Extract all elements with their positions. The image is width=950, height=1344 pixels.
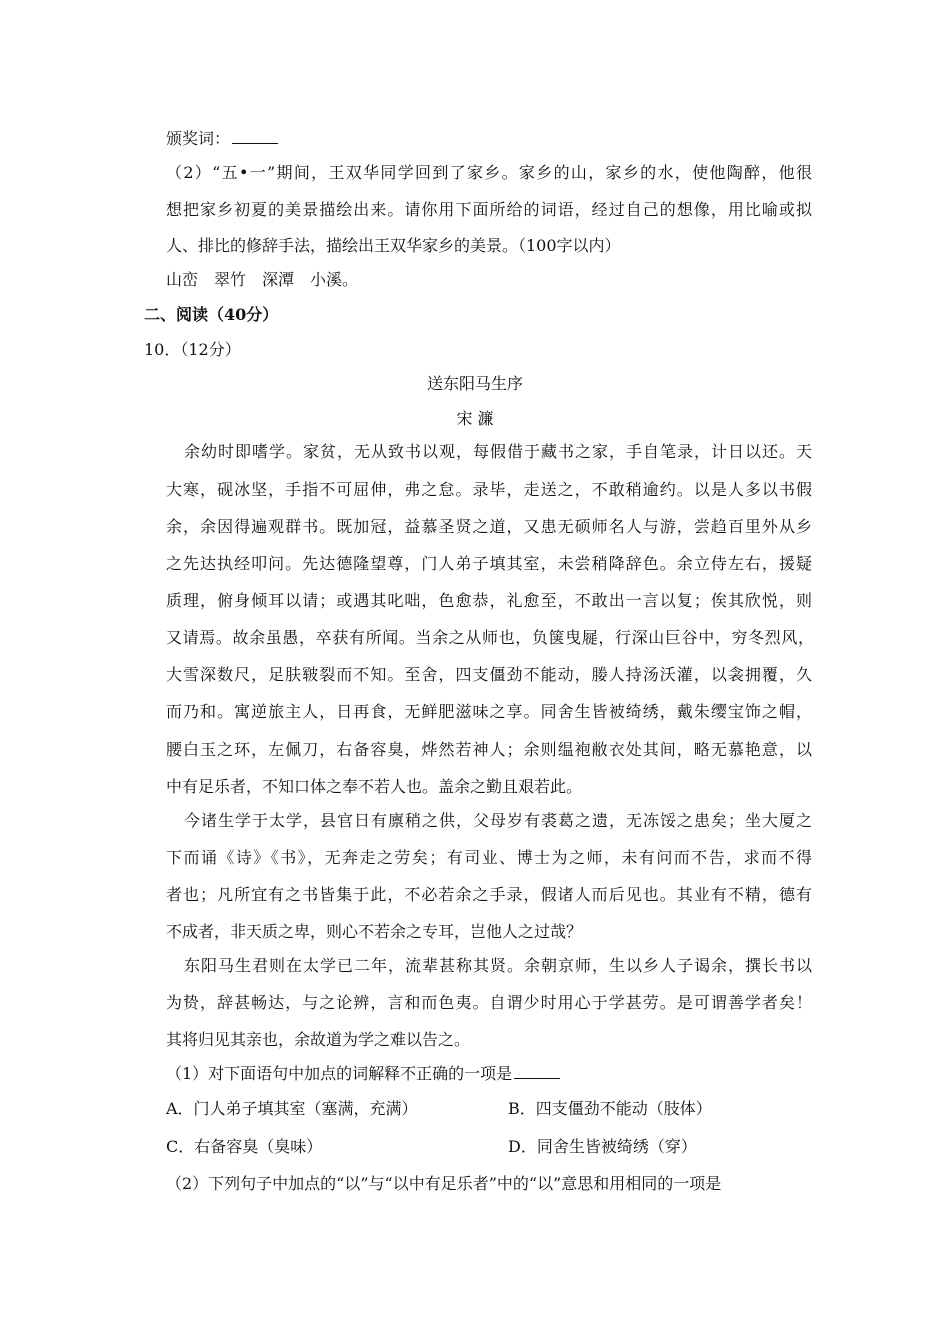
para2-line: 今诸生学于太学，县官日有廪稍之供，父母岁有裘葛之遗，无冻馁之患矣；坐大厦之 — [184, 811, 812, 830]
passage-author: 宋 濂 — [456, 409, 494, 428]
option-c: C．右备容臭（臭味） — [166, 1137, 323, 1156]
section-title: 二、阅读（40分） — [144, 305, 279, 324]
para1-line: 中有足乐者，不知口体之奉不若人也。盖余之勤且艰若此。 — [166, 777, 583, 796]
option-d: D．同舍生皆被绮绣（穿） — [508, 1137, 697, 1156]
para1-line: 又请焉。故余虽愚，卒获有所闻。当余之从师也，负箧曳屣，行深山巨谷中，穷冬烈风， — [166, 628, 814, 647]
para1-line: 余，余因得遍观群书。既加冠，益慕圣贤之道，又患无硕师名人与游，尝趋百里外从乡 — [166, 517, 812, 536]
para3-line: 为贽，辞甚畅达，与之论辨，言和而色夷。自谓少时用心于学甚劳。是可谓善学者矣！ — [166, 993, 812, 1012]
para2-line: 不成者，非天质之卑，则心不若余之专耳，岂他人之过哉？ — [166, 922, 583, 941]
option-a: A．门人弟子填其室（塞满，充满） — [166, 1099, 418, 1118]
given-words: 山峦 翠竹 深潭 小溪。 — [166, 270, 359, 289]
sub-question-2: （2）下列句子中加点的“以”与“以中有足乐者”中的“以”意思和用相同的一项是 — [166, 1174, 722, 1193]
para1-line: 大雪深数尺，足肤皲裂而不知。至舍，四支僵劲不能动，媵人持汤沃灌，以衾拥覆，久 — [166, 665, 812, 684]
passage-title: 送东阳马生序 — [426, 374, 523, 393]
para1-line: 而乃和。寓逆旅主人，日再食，无鲜肥滋味之享。同舍生皆被绮绣，戴朱缨宝饰之帽， — [166, 702, 812, 721]
para1-line: 余幼时即嗜学。家贫，无从致书以观，每假借于藏书之家，手自笔录，计日以还。天 — [184, 442, 812, 461]
para1-line: 质理，俯身倾耳以请；或遇其叱咄，色愈恭，礼愈至，不敢出一言以复；俟其欣悦，则 — [166, 591, 812, 610]
answer-blank — [514, 1064, 560, 1079]
q2-line-3: 人、排比的修辞手法，描绘出王双华家乡的美景。（100字以内） — [166, 236, 621, 255]
para1-line: 腰白玉之环，左佩刀，右备容臭，烨然若神人；余则缊袍敝衣处其间，略无慕艳意，以 — [166, 740, 812, 759]
sub-question-1-text: （1）对下面语句中加点的词解释不正确的一项是 — [166, 1064, 513, 1083]
award-label: 颁奖词： — [166, 129, 231, 148]
question-number: 10．（12分） — [144, 340, 241, 359]
para3-line: 东阳马生君则在太学已二年，流辈甚称其贤。余朝京师，生以乡人子谒余，撰长书以 — [184, 956, 812, 975]
para1-line: 之先达执经叩问。先达德隆望尊，门人弟子填其室，未尝稍降辞色。余立侍左右，援疑 — [166, 554, 812, 573]
para2-line: 下而诵《诗》《书》，无奔走之劳矣；有司业、博士为之师，未有问而不告，求而不得 — [166, 848, 812, 867]
answer-blank — [232, 129, 278, 144]
q2-line-2: 想把家乡初夏的美景描绘出来。请你用下面所给的词语，经过自己的想像，用比喻或拟 — [166, 200, 812, 219]
para3-line: 其将归见其亲也，余故道为学之难以告之。 — [166, 1030, 471, 1049]
award-line — [166, 129, 278, 149]
para1-line: 大寒，砚冰坚，手指不可屈伸，弗之怠。录毕，走送之，不敢稍逾约。以是人多以书假 — [166, 480, 812, 499]
option-b: B．四支僵劲不能动（肢体） — [508, 1099, 712, 1118]
sub-question-1 — [166, 1064, 560, 1084]
q2-line-1: （2）“五•一”期间，王双华同学回到了家乡。家乡的山，家乡的水，使他陶醉，他很 — [166, 163, 812, 182]
para2-line: 者也；凡所宜有之书皆集于此，不必若余之手录，假诸人而后见也。其业有不精，德有 — [166, 885, 812, 904]
